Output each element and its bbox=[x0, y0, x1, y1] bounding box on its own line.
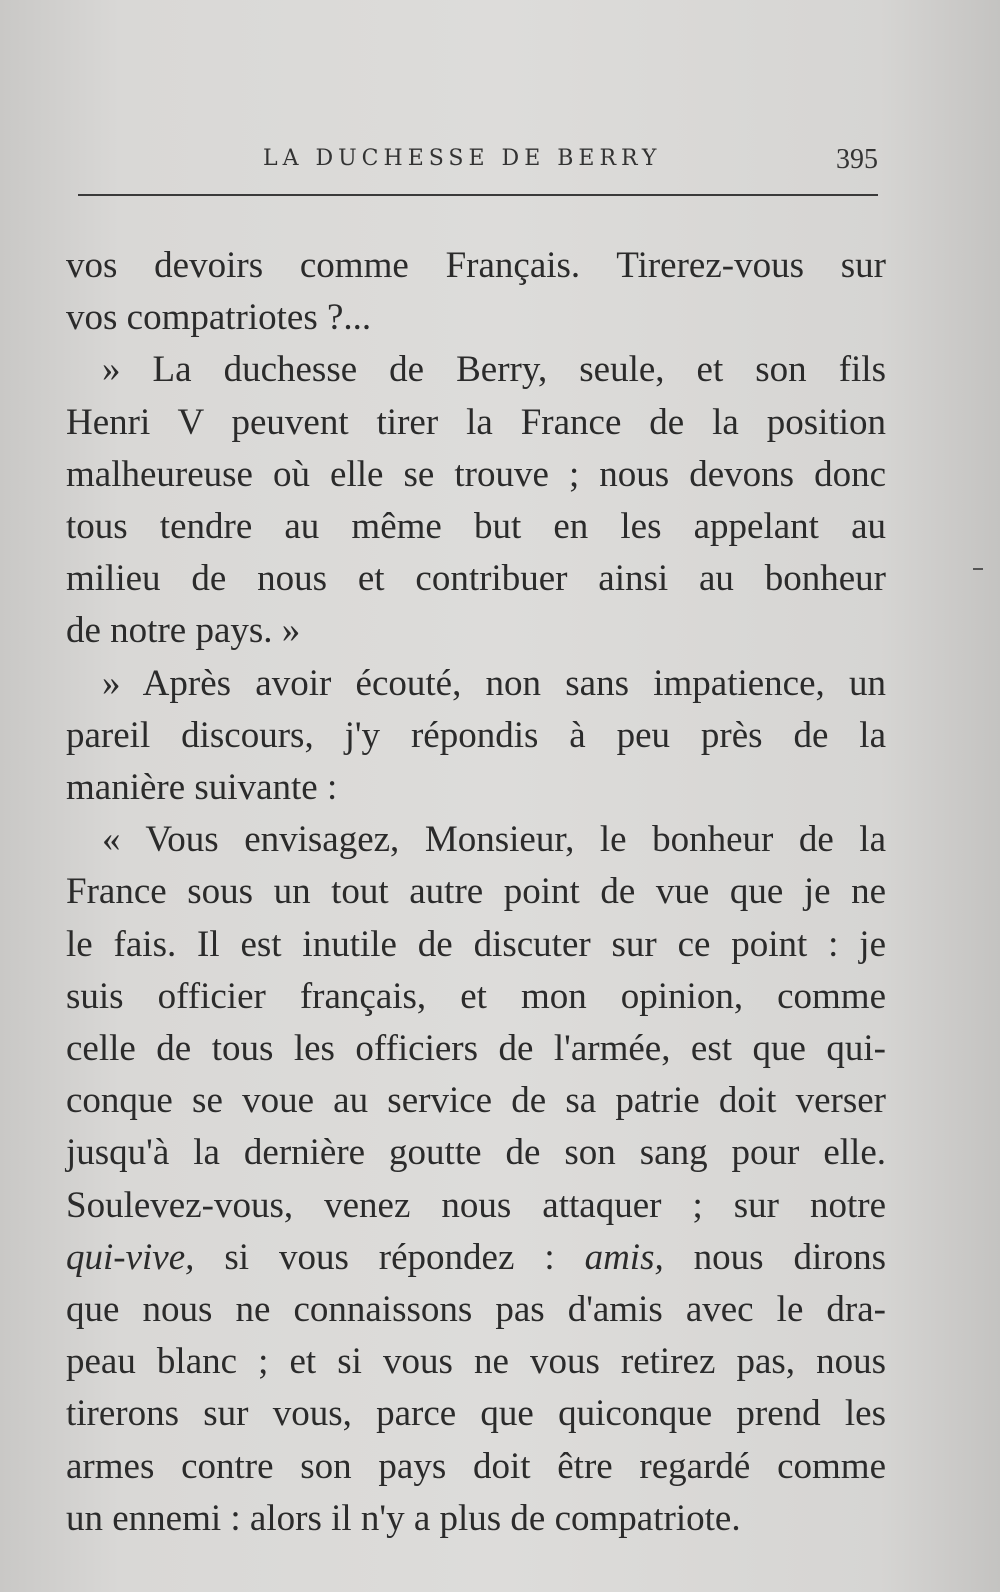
text-line: vos compatriotes ?... bbox=[66, 297, 372, 339]
text-line: conque se voue au service de sa patrie doit verser bbox=[66, 1080, 886, 1122]
italic-word: amis, bbox=[584, 1236, 664, 1278]
text-line: Soulevez-vous, venez nous attaquer ; sur notre bbox=[66, 1184, 886, 1226]
text-line: le fais. Il est inutile de discuter sur ce point : je bbox=[66, 923, 886, 965]
text-fragment: si vous répondez : bbox=[194, 1236, 585, 1278]
text-line bbox=[66, 1232, 886, 1284]
paragraph-1 bbox=[66, 240, 886, 344]
text-line: France sous un tout autre point de vue que je ne bbox=[66, 871, 886, 913]
text-line: malheureuse où elle se trouve ; nous devons donc bbox=[66, 453, 886, 495]
text-line: suis officier français, et mon opinion, comme bbox=[66, 975, 886, 1017]
header-rule bbox=[78, 194, 878, 196]
text-line: pareil discours, j'y répondis à peu près de la bbox=[66, 714, 886, 756]
text-line: milieu de nous et contribuer ainsi au bonheur bbox=[66, 558, 886, 600]
running-head bbox=[78, 138, 878, 178]
margin-mark bbox=[973, 568, 983, 570]
text-line: « Vous envisagez, Monsieur, le bonheur de la bbox=[102, 819, 886, 861]
text-line: tirerons sur vous, parce que quiconque prend les bbox=[66, 1393, 886, 1435]
page-number: 395 bbox=[836, 144, 878, 175]
text-line: » La duchesse de Berry, seule, et son fils bbox=[102, 349, 886, 391]
text-line: celle de tous les officiers de l'armée, est que qui- bbox=[66, 1028, 886, 1070]
text-line: un ennemi : alors il n'y a plus de compatriote. bbox=[66, 1497, 741, 1539]
paragraph-4 bbox=[66, 814, 886, 1545]
text-line: vos devoirs comme Français. Tirerez-vous sur bbox=[66, 245, 886, 286]
paragraph-2 bbox=[66, 344, 886, 657]
text-line: Henri V peuvent tirer la France de la position bbox=[66, 401, 886, 443]
text-line: manière suivante : bbox=[66, 767, 338, 809]
text-line: armes contre son pays doit être regardé comme bbox=[66, 1445, 886, 1487]
text-line: » Après avoir écouté, non sans impatience, un bbox=[102, 662, 886, 704]
text-line: tous tendre au même but en les appelant au bbox=[66, 506, 886, 548]
running-title: LA DUCHESSE DE BERRY bbox=[263, 146, 662, 171]
paragraph-3 bbox=[66, 658, 886, 815]
text-line: jusqu'à la dernière goutte de son sang pour elle. bbox=[66, 1132, 886, 1174]
text-fragment: nous dirons bbox=[663, 1236, 886, 1278]
text-line: peau blanc ; et si vous ne vous retirez pas, nous bbox=[66, 1341, 886, 1383]
body-text bbox=[66, 240, 886, 1545]
italic-word: qui-vive, bbox=[66, 1236, 195, 1278]
text-line: que nous ne connaissons pas d'amis avec le dra- bbox=[66, 1289, 886, 1331]
text-line: de notre pays. » bbox=[66, 610, 301, 652]
